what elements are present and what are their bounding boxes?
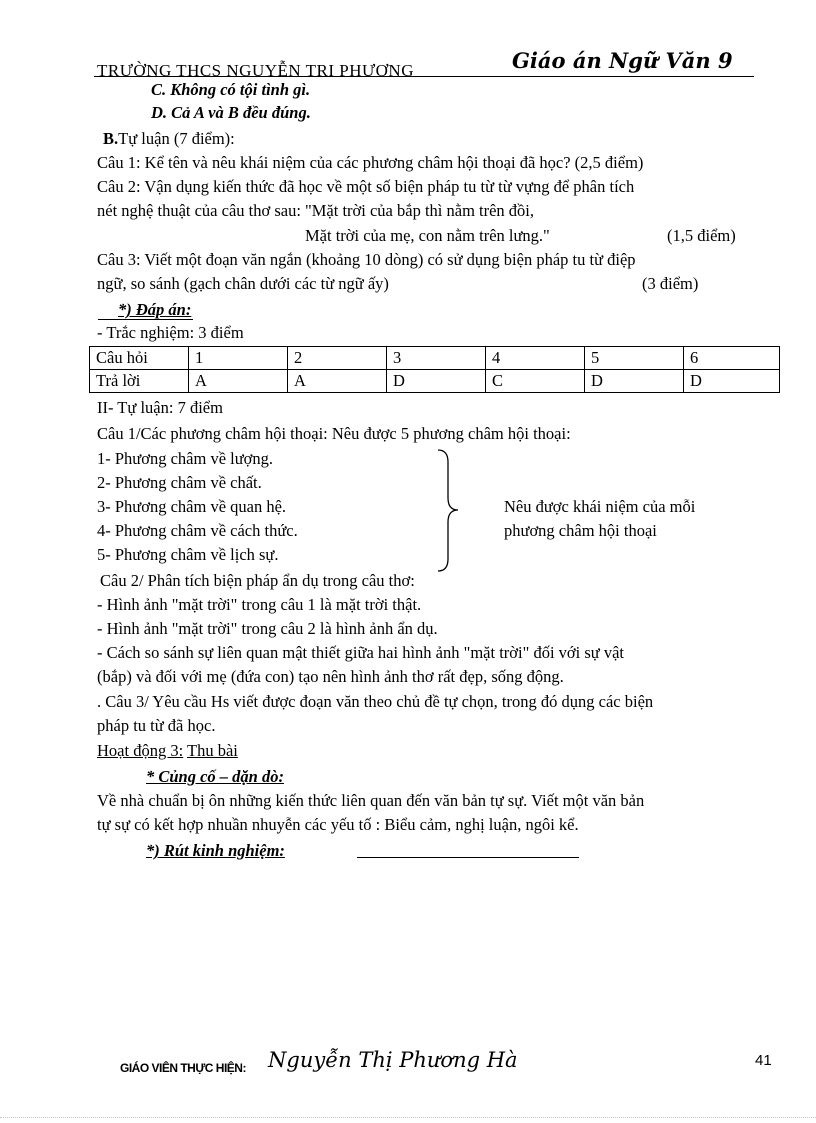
header-title: Giáo án Ngữ Văn 9 <box>512 48 733 73</box>
page-number: 41 <box>755 1052 772 1069</box>
table-row <box>90 370 780 393</box>
answer-2-point-3-line-2: (bắp) và đối với mẹ (đứa con) tạo nên hình ảnh thơ rất đẹp, sống động. <box>97 667 564 686</box>
answer-3-line-1: . Câu 3/ Yêu cầu Hs viết được đoạn văn theo chủ đề tự chọn, trong đó dụng các biện <box>97 692 654 711</box>
answer-2-point-2: - Hình ảnh "mặt trời" trong câu 2 là hình ảnh ẩn dụ. <box>97 619 438 638</box>
table-cell: C <box>486 370 585 393</box>
table-cell: 4 <box>486 347 585 370</box>
activity-row <box>97 740 238 762</box>
answer-2-intro: Câu 2/ Phân tích biện pháp ẩn dụ trong câu thơ: <box>100 571 415 590</box>
table-cell: D <box>684 370 780 393</box>
activity-label: Hoạt động 3: <box>97 741 184 760</box>
essay-score: II- Tự luận: 7 điểm <box>97 398 223 417</box>
right-brace-icon <box>432 448 462 573</box>
maxim-item: 1- Phương châm về lượng. <box>97 449 274 468</box>
answer-1-intro: Câu 1/Các phương châm hội thoại: Nêu được 5 phương châm hội thoại: <box>97 424 571 443</box>
consolidation-line-2: tự sự có kết hợp nhuần nhuyễn các yếu tố : Biểu cảm, nghị luận, ngôi kể. <box>97 815 579 834</box>
experience-heading: *) Rút kinh nghiệm: <box>146 841 285 860</box>
consolidation-line-1: Về nhà chuẩn bị ôn những kiến thức liên quan đến văn bản tự sự. Viết một văn bản <box>97 791 645 810</box>
answer-key-underline <box>98 319 193 320</box>
essay-question-3-line-2: ngữ, so sánh (gạch chân dưới các từ ngữ ấy) <box>97 274 389 293</box>
answer-2-point-3-line-1: - Cách so sánh sự liên quan mật thiết giữa hai hình ảnh "mặt trời" đối với sự vật <box>97 643 624 662</box>
table-row <box>90 347 780 370</box>
essay-question-3-points: (3 điểm) <box>642 274 699 293</box>
maxim-item: 5- Phương châm về lịch sự. <box>97 545 279 564</box>
teacher-label: GIÁO VIÊN THỰC HIỆN: <box>120 1061 246 1075</box>
essay-question-1: Câu 1: Kể tên và nêu khái niệm của các phương châm hội thoại đã học? (2,5 điểm) <box>97 153 644 172</box>
experience-blank-line <box>357 857 579 858</box>
brace-note-line-2: phương châm hội thoại <box>504 521 657 540</box>
table-cell: 3 <box>387 347 486 370</box>
essay-question-3-line-1: Câu 3: Viết một đoạn văn ngắn (khoảng 10 dòng) có sử dụng biện pháp tu từ điệp <box>97 250 636 269</box>
table-cell: 5 <box>585 347 684 370</box>
consolidation-heading: * Củng cố – dặn dò: <box>146 767 284 786</box>
option-d: D. Cả A và B đều đúng. <box>151 103 311 122</box>
maxim-item: 4- Phương châm về cách thức. <box>97 521 298 540</box>
essay-heading <box>103 128 235 150</box>
table-cell: A <box>288 370 387 393</box>
maxim-item: 2- Phương châm về chất. <box>97 473 262 492</box>
essay-question-2-points: (1,5 điểm) <box>667 226 736 245</box>
teacher-signature: Nguyễn Thị Phương Hà <box>268 1048 518 1072</box>
answer-table <box>89 346 780 393</box>
header-school-name: TRƯỜNG THCS NGUYỄN TRI PHƯƠNG <box>97 61 414 76</box>
essay-heading-text: Tự luận (7 điểm): <box>118 129 235 148</box>
header-rule <box>94 76 754 77</box>
essay-heading-prefix: B. <box>103 129 119 148</box>
option-c: C. Không có tội tình gì. <box>151 80 311 99</box>
table-cell: A <box>189 370 288 393</box>
table-cell: 1 <box>189 347 288 370</box>
activity-text: Thu bài <box>187 741 238 760</box>
maxim-item: 3- Phương châm về quan hệ. <box>97 497 287 516</box>
brace-note-line-1: Nêu được khái niệm của mỗi <box>504 497 696 516</box>
essay-question-2-line-3: Mặt trời của mẹ, con nằm trên lưng." <box>305 226 550 245</box>
table-cell: Câu hỏi <box>90 347 189 370</box>
mc-score: - Trắc nghiệm: 3 điểm <box>97 323 244 342</box>
essay-question-2-line-1: Câu 2: Vận dụng kiến thức đã học về một số biện pháp tu từ từ vựng để phân tích <box>97 177 635 196</box>
answer-2-point-1: - Hình ảnh "mặt trời" trong câu 1 là mặt trời thật. <box>97 595 422 614</box>
essay-question-2-line-2: nét nghệ thuật của câu thơ sau: "Mặt trời của bắp thì nằm trên đồi, <box>97 201 535 220</box>
answer-3-line-2: pháp tu từ đã học. <box>97 716 216 735</box>
answer-key-heading: *) Đáp án: <box>118 300 192 319</box>
table-cell: D <box>387 370 486 393</box>
bottom-border <box>0 1117 816 1118</box>
table-cell: D <box>585 370 684 393</box>
table-cell: Trả lời <box>90 370 189 393</box>
table-cell: 2 <box>288 347 387 370</box>
table-cell: 6 <box>684 347 780 370</box>
